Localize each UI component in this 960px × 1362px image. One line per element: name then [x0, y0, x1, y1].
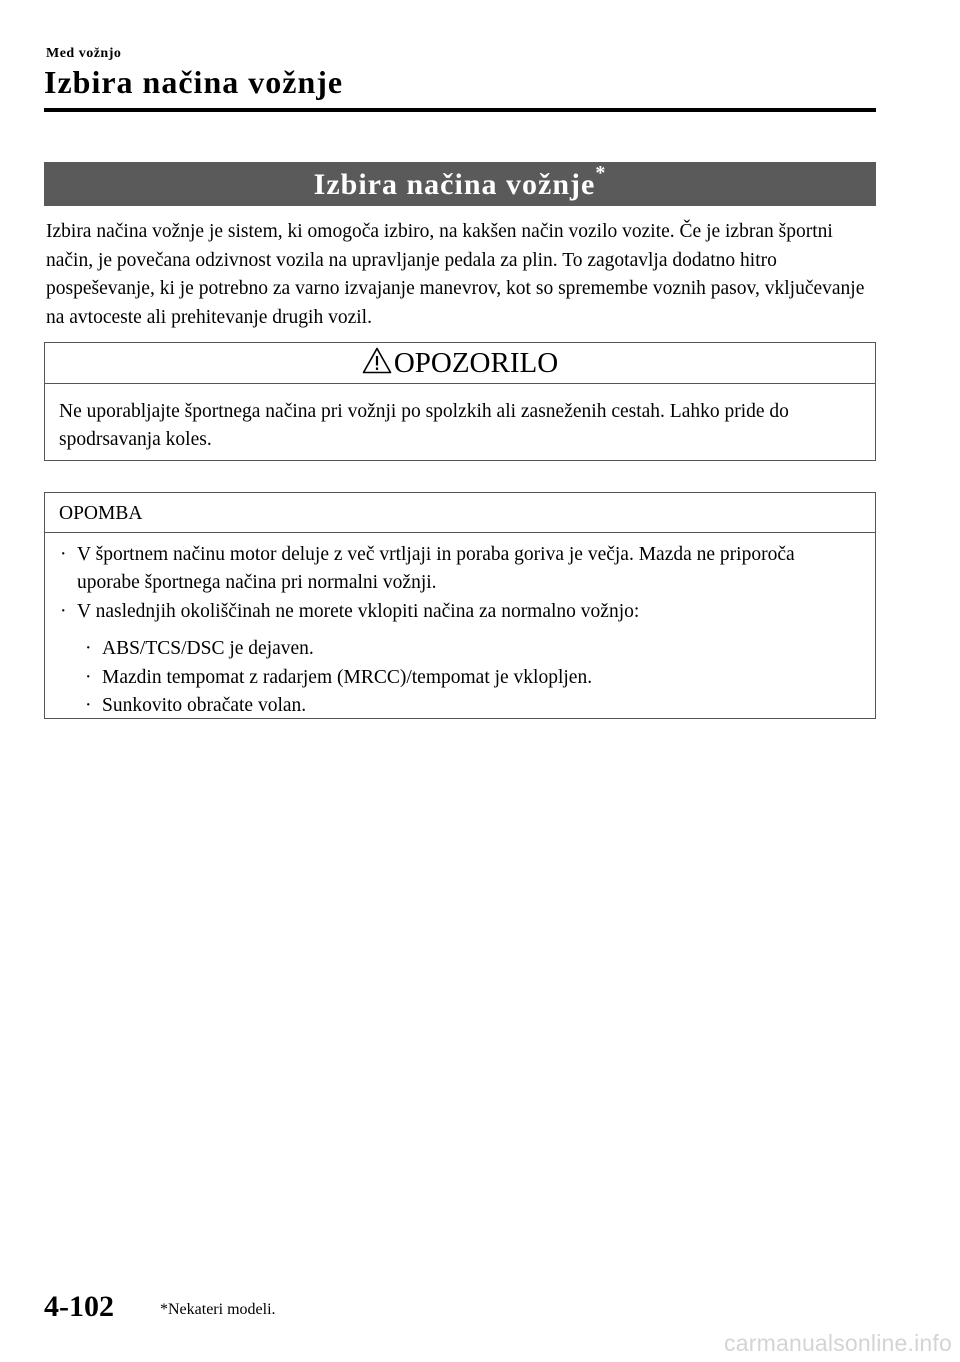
note-item	[59, 541, 861, 598]
title-rule	[44, 108, 876, 112]
note-sub-item-text: Sunkovito obračate volan.	[102, 695, 307, 717]
bullet-dot: ·	[85, 666, 92, 688]
warning-box	[44, 342, 876, 461]
note-sub-item	[84, 664, 861, 692]
note-sub-item	[84, 635, 861, 663]
warning-triangle-icon	[362, 347, 392, 374]
bullet-dot: ·	[60, 544, 67, 565]
warning-title: OPOZORILO	[393, 347, 559, 379]
footnote: *Nekateri modeli.	[160, 1301, 276, 1318]
note-item-text: V naslednjih okoliščinah ne morete vklopiti načina za normalno vožnjo:	[77, 600, 640, 622]
bullet-dot: ·	[85, 695, 92, 717]
bullet-dot: ·	[85, 638, 92, 660]
running-head: Med vožnjo	[46, 46, 122, 61]
page-number: 4-102	[44, 1290, 114, 1323]
note-sub-item-text: ABS/TCS/DSC je dejaven.	[102, 638, 314, 660]
note-title: OPOMBA	[45, 493, 875, 533]
note-sub-item-text: Mazdin tempomat z radarjem (MRCC)/tempomat je vklopljen.	[102, 666, 593, 688]
note-sub-item	[84, 692, 861, 720]
warning-header	[45, 343, 875, 384]
warning-text: Ne uporabljajte športnega načina pri vožnji po spolzkih ali zasneženih cestah. Lahko pride do spodrsavanja koles.	[59, 401, 789, 450]
note-sub-list	[59, 635, 861, 720]
note-body	[45, 533, 875, 720]
chapter-title: Izbira načina vožnje	[44, 64, 344, 100]
note-box	[44, 492, 876, 719]
section-title-banner	[44, 162, 876, 206]
note-item-text: V športnem načinu motor deluje z več vrtljaji in poraba goriva je večja. Mazda ne priporoča uporabe športnega načina pri normalni vožnji.	[77, 544, 795, 594]
note-item	[59, 598, 861, 626]
intro-paragraph: Izbira načina vožnje je sistem, ki omogoča izbiro, na kakšen način vozilo vozite. Če je izbran športni način, je povečana odzivnost vozila na upravljanje pedala za plin. To zagotavlja dodatno hitro pospeševanje, ki je potrebno za varno izvajanje manevrov, kot so spremembe voznih pasov, vključevanje na avtoceste ali prehitevanje drugih vozil.	[46, 221, 865, 328]
section-title: Izbira načina vožnje	[313, 168, 596, 201]
bullet-dot: ·	[60, 600, 67, 622]
watermark: carmanualsonline.info	[724, 1330, 952, 1356]
section-title-mark: *	[595, 162, 607, 184]
